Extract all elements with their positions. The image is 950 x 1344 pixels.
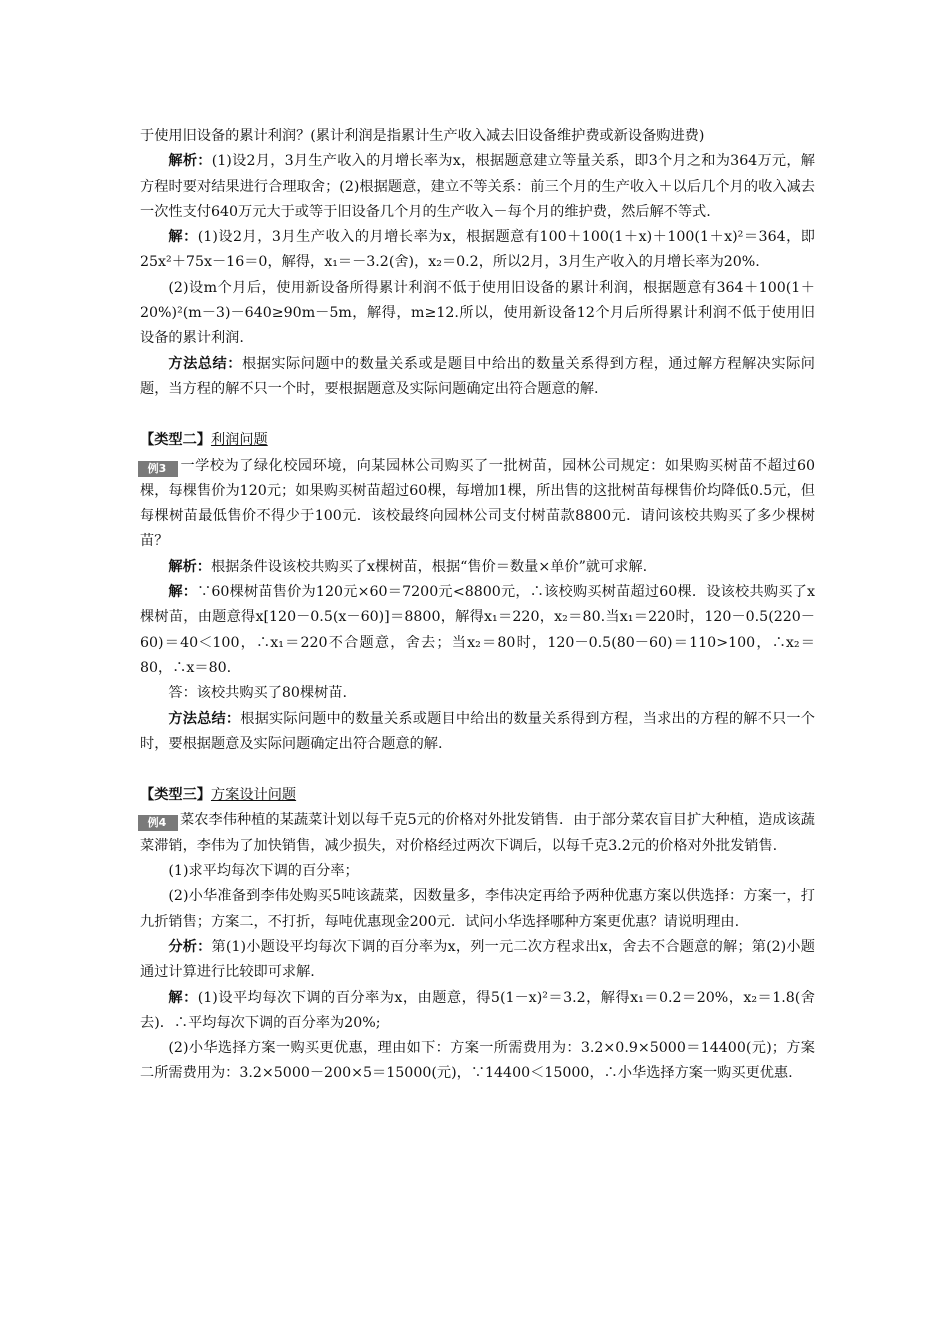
analysis-label: 解析： <box>168 558 211 575</box>
solution-label: 解： <box>168 989 198 1006</box>
section-bracket: 【类型二】 <box>140 432 211 449</box>
analysis-paragraph <box>140 935 815 986</box>
method-summary-1 <box>140 352 815 403</box>
example-badge: 例3 <box>138 461 178 477</box>
solution-paragraph-1 <box>140 986 815 1037</box>
section-heading-type2 <box>140 428 815 453</box>
example-badge: 例4 <box>138 815 178 831</box>
analysis-text: 根据条件设该校共购买了x棵树苗，根据“售价＝数量×单价”就可求解. <box>210 558 648 575</box>
solution-label: 解： <box>168 229 198 246</box>
solution-paragraph <box>140 580 815 681</box>
sub-question-2: (2)小华准备到李伟处购买5吨该蔬菜，因数量多，李伟决定再给予两种优惠方案以供选择：方案一，打九折销售；方案二，不打折，每吨优惠现金200元．试问小华选择哪种方案更优惠？请说明理由. <box>140 888 815 930</box>
answer-paragraph: 答：该校共购买了80棵树苗. <box>168 685 348 702</box>
solution-label: 解： <box>168 584 198 601</box>
analysis-label: 解析： <box>168 153 212 170</box>
solution-paragraph-2: (2)设m个月后，使用新设备所得累计利润不低于使用旧设备的累计利润，根据题意有364＋100(1＋20%)²(m－3)－640≥90m－5m，解得，m≥12.所以，使用新设备12个月后所得累计利润不低于使用旧设备的累计利润. <box>140 279 815 347</box>
method-summary-2 <box>140 707 815 758</box>
analysis-text: (1)设2月，3月生产收入的月增长率为x，根据题意建立等量关系，即3个月之和为364万元，解方程时要对结果进行合理取舍；(2)根据题意，建立不等关系：前三个月的生产收入＋以后几个月的收入减去一次性支付640万元大于或等于旧设备几个月的生产收入－每个月的维护费，然后解不等式. <box>140 153 815 220</box>
solution-paragraph-1 <box>140 225 815 276</box>
analysis-paragraph <box>140 555 815 580</box>
example-3-question <box>140 454 815 555</box>
summary-text: 根据实际问题中的数量关系或是题目中给出的数量关系得到方程，通过解方程解决实际问题，当方程的解不只一个时，要根据题意及实际问题确定出符合题意的解. <box>140 355 815 397</box>
analysis-text: 第(1)小题设平均每次下调的百分率为x，列一元二次方程求出x，舍去不合题意的解；第(2)小题通过计算进行比较即可求解. <box>140 938 815 981</box>
solution-paragraph-2: (2)小华选择方案一购买更优惠，理由如下：方案一所需费用为：3.2×0.9×5000＝14400(元)；方案二所需费用为：3.2×5000－200×5＝15000(元)，∵14400＜15000，∴小华选择方案一购买更优惠. <box>140 1040 815 1082</box>
summary-label: 方法总结： <box>168 710 241 727</box>
solution-text-1: (1)设2月，3月生产收入的月增长率为x，根据题意有100＋100(1＋x)＋100(1＋x)²＝364，即25x²＋75x－16＝0，解得，x₁＝－3.2(舍)，x₂＝0.2，所以2月，3月生产收入的月增长率为20%. <box>140 229 815 271</box>
example-question-text: 一学校为了绿化校园环境，向某园林公司购买了一批树苗，园林公司规定：如果购买树苗不超过60棵，每棵售价为120元；如果购买树苗超过60棵，每增加1棵，所出售的这批树苗每棵售价均降低0.5元，但每棵树苗最低售价不得少于100元．该校最终向园林公司支付树苗款8800元．请问该校共购买了多少棵树苗？ <box>140 457 815 550</box>
example-4-question <box>140 808 815 859</box>
analysis-label: 分析： <box>168 938 212 955</box>
summary-label: 方法总结： <box>168 355 242 372</box>
solution-text: ∵60棵树苗售价为120元×60＝7200元<8800元，∴该校购买树苗超过60棵．设该校共购买了x棵树苗，由题意得x[120－0.5(x－60)]＝8800，解得x₁＝220，x₂＝80.当x₁＝220时，120－0.5(220－60)＝40＜100，∴x₁＝220不合题意，舍去；当x₂＝80时，120－0.5(80－60)＝110>100，∴x₂＝80，∴x＝80. <box>140 584 815 676</box>
summary-text: 根据实际问题中的数量关系或题目中给出的数量关系得到方程，当求出的方程的解不只一个时，要根据题意及实际问题确定出符合题意的解. <box>140 710 815 752</box>
document-page <box>140 124 815 1087</box>
section-heading-type3 <box>140 783 815 808</box>
question-tail: 于使用旧设备的累计利润？(累计利润是指累计生产收入减去旧设备维护费或新设备购进费) <box>140 128 705 144</box>
solution-text-1: (1)设平均每次下调的百分率为x，由题意，得5(1－x)²＝3.2，解得x₁＝0.2＝20%，x₂＝1.8(舍去)．∴平均每次下调的百分率为20%; <box>140 989 815 1031</box>
example-question-text: 菜农李伟种植的某蔬菜计划以每千克5元的价格对外批发销售．由于部分菜农盲目扩大种植，造成该蔬菜滞销，李伟为了加快销售，减少损失，对价格经过两次下调后，以每千克3.2元的价格对外批发销售. <box>140 812 815 854</box>
section-title: 利润问题 <box>210 432 268 449</box>
analysis-paragraph <box>140 149 815 225</box>
sub-question-1: (1)求平均每次下调的百分率； <box>168 863 359 880</box>
section-title: 方案设计问题 <box>210 787 297 804</box>
section-bracket: 【类型三】 <box>140 787 211 804</box>
